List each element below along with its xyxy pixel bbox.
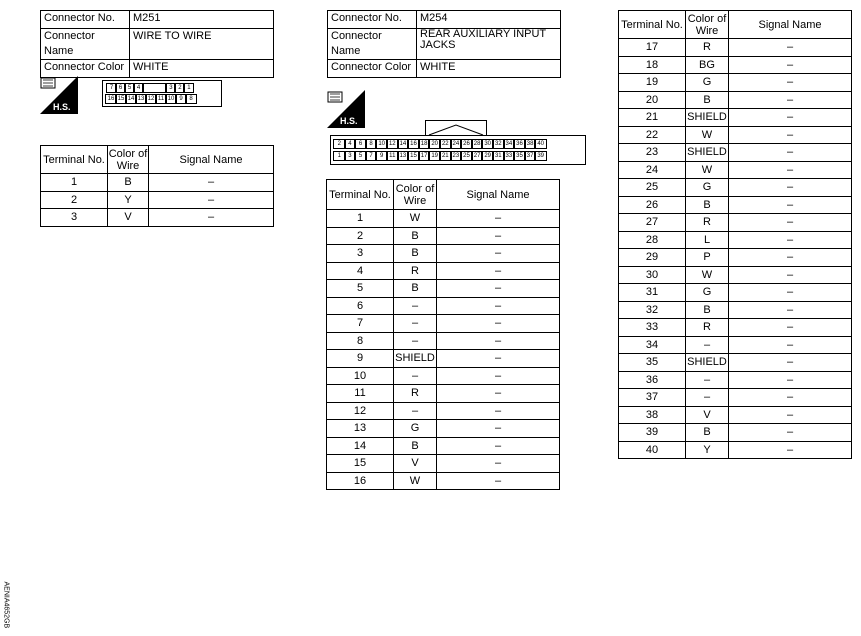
header-color-of-wire: Color of Wire — [108, 147, 148, 172]
signal-name-cell: – — [437, 385, 560, 403]
harness-side-icon — [327, 90, 365, 128]
terminal-no-cell: 10 — [327, 367, 394, 385]
pin-cell: 31 — [492, 151, 505, 161]
header-color-of-wire: Color of Wire — [394, 180, 437, 210]
pin-cell: 18 — [418, 139, 431, 149]
wire-color-cell: B — [686, 91, 729, 109]
signal-name-cell: – — [437, 455, 560, 473]
table-row — [619, 284, 852, 302]
connector-color-row — [328, 60, 561, 78]
wire-color-cell: R — [394, 385, 437, 403]
info-label: Connector No. — [328, 11, 417, 29]
wire-color-cell: B — [394, 245, 437, 263]
table-row — [619, 441, 852, 459]
info-value: M251 — [130, 11, 274, 29]
pin-cell: 17 — [418, 151, 431, 161]
pin-cell: 33 — [503, 151, 516, 161]
terminal-no-cell: 38 — [619, 406, 686, 424]
table-row — [619, 39, 852, 57]
wire-color-cell: BG — [686, 56, 729, 74]
header-signal-name: Signal Name — [729, 11, 852, 39]
signal-name-cell: – — [729, 406, 852, 424]
table-row — [619, 161, 852, 179]
table-row — [327, 350, 560, 368]
signal-name-cell: – — [437, 472, 560, 490]
info-label: Connector Name — [328, 29, 417, 60]
terminal-no-cell: 16 — [327, 472, 394, 490]
connector2-terminal-table — [326, 179, 560, 490]
wire-color-cell: – — [686, 336, 729, 354]
terminal-no-cell: 30 — [619, 266, 686, 284]
signal-name-cell: – — [437, 262, 560, 280]
terminal-no-cell: 19 — [619, 74, 686, 92]
header-terminal-no: Terminal No. — [619, 11, 686, 39]
wire-color-cell: – — [394, 315, 437, 333]
wire-color-cell: R — [686, 39, 729, 57]
wire-color-cell: B — [394, 280, 437, 298]
table-row — [327, 437, 560, 455]
terminal-no-cell: 24 — [619, 161, 686, 179]
wire-color-cell: R — [394, 262, 437, 280]
signal-name-cell: – — [729, 284, 852, 302]
pin-cell: 4 — [344, 139, 357, 149]
terminal-no-cell: 26 — [619, 196, 686, 214]
pin-cell: 10 — [165, 94, 177, 104]
table-row — [619, 249, 852, 267]
terminal-no-cell: 27 — [619, 214, 686, 232]
connector-no-row — [328, 11, 561, 29]
signal-name-cell: – — [729, 109, 852, 127]
pin-cell: 2 — [174, 83, 185, 93]
connector2-pin-face — [330, 135, 586, 165]
terminal-no-cell: 8 — [327, 332, 394, 350]
connector-color-row — [41, 60, 274, 78]
pin-cell: 6 — [354, 139, 367, 149]
pin-cell: 8 — [185, 94, 197, 104]
table-row — [327, 245, 560, 263]
wire-color-cell: – — [394, 332, 437, 350]
signal-name-cell: – — [437, 437, 560, 455]
header-color-of-wire: Color of Wire — [686, 11, 729, 39]
signal-name-cell: – — [437, 420, 560, 438]
table-row — [327, 455, 560, 473]
connector1-pin-face — [102, 80, 222, 107]
wire-color-cell: W — [686, 126, 729, 144]
wire-color-cell: SHIELD — [686, 144, 729, 162]
signal-name-cell: – — [437, 227, 560, 245]
signal-name-cell: – — [149, 191, 274, 209]
table-row — [619, 126, 852, 144]
connector-latch — [425, 120, 487, 136]
pin-cell: 25 — [460, 151, 473, 161]
terminal-no-cell: 23 — [619, 144, 686, 162]
wire-color-cell: – — [686, 389, 729, 407]
signal-name-cell: – — [437, 245, 560, 263]
table-row — [41, 174, 274, 192]
wire-color-cell: R — [686, 214, 729, 232]
pin-cell: 1 — [333, 151, 346, 161]
signal-name-cell: – — [729, 249, 852, 267]
signal-name-cell: – — [729, 301, 852, 319]
signal-name-cell: – — [437, 315, 560, 333]
wire-color-cell: – — [394, 367, 437, 385]
wire-color-cell: W — [394, 472, 437, 490]
signal-name-cell: – — [149, 174, 274, 192]
terminal-no-cell: 17 — [619, 39, 686, 57]
table-row — [619, 56, 852, 74]
signal-name-cell: – — [437, 332, 560, 350]
info-value: WHITE — [417, 60, 561, 78]
pin-cell: 35 — [513, 151, 526, 161]
header-terminal-no: Terminal No. — [327, 180, 394, 210]
table-row — [327, 367, 560, 385]
terminal-no-cell: 21 — [619, 109, 686, 127]
signal-name-cell: – — [437, 402, 560, 420]
pin-cell: 3 — [165, 83, 176, 93]
pin-cell: 27 — [471, 151, 484, 161]
terminal-no-cell: 3 — [41, 209, 108, 227]
signal-name-cell: – — [437, 210, 560, 228]
table-row — [619, 266, 852, 284]
terminal-no-cell: 15 — [327, 455, 394, 473]
pin-cell: 32 — [492, 139, 505, 149]
signal-name-cell: – — [729, 266, 852, 284]
signal-name-cell: – — [729, 74, 852, 92]
wire-color-cell: Y — [108, 191, 149, 209]
info-label: Connector Color — [328, 60, 417, 78]
pin-cell: 21 — [439, 151, 452, 161]
pin-cell: 19 — [428, 151, 441, 161]
pin-cell: 10 — [375, 139, 388, 149]
terminal-no-cell: 4 — [327, 262, 394, 280]
terminal-no-cell: 35 — [619, 354, 686, 372]
table-row — [619, 389, 852, 407]
wire-color-cell: – — [686, 371, 729, 389]
pin-cell: 11 — [386, 151, 399, 161]
wire-color-cell: R — [686, 319, 729, 337]
pin-cell: 22 — [439, 139, 452, 149]
signal-name-cell: – — [729, 196, 852, 214]
wire-color-cell: B — [686, 301, 729, 319]
signal-name-cell: – — [729, 144, 852, 162]
info-value: WHITE — [130, 60, 274, 78]
wire-color-cell: W — [686, 266, 729, 284]
table-row — [327, 420, 560, 438]
pin-blank — [142, 83, 167, 93]
terminal-no-cell: 28 — [619, 231, 686, 249]
wire-color-cell: – — [394, 297, 437, 315]
pin-cell: 36 — [513, 139, 526, 149]
wire-color-cell: V — [686, 406, 729, 424]
table-row — [327, 402, 560, 420]
wire-color-cell: G — [394, 420, 437, 438]
table-row — [41, 191, 274, 209]
table-row — [619, 424, 852, 442]
wire-color-cell: G — [686, 179, 729, 197]
terminal-no-cell: 25 — [619, 179, 686, 197]
terminal-no-cell: 22 — [619, 126, 686, 144]
wire-color-cell: W — [394, 210, 437, 228]
terminal-no-cell: 20 — [619, 91, 686, 109]
wire-color-cell: SHIELD — [686, 109, 729, 127]
harness-side-icon — [40, 76, 78, 114]
table-row — [327, 227, 560, 245]
header-signal-name: Signal Name — [149, 146, 274, 174]
terminal-no-cell: 39 — [619, 424, 686, 442]
signal-name-cell: – — [729, 56, 852, 74]
pin-cell: 7 — [365, 151, 378, 161]
table-row — [327, 385, 560, 403]
table-row — [327, 262, 560, 280]
wire-color-cell: B — [394, 227, 437, 245]
terminal-no-cell: 32 — [619, 301, 686, 319]
terminal-no-cell: 34 — [619, 336, 686, 354]
wire-color-cell: G — [686, 284, 729, 302]
pin-cell: 12 — [145, 94, 157, 104]
signal-name-cell: – — [729, 424, 852, 442]
table-row — [327, 210, 560, 228]
pin-cell: 13 — [397, 151, 410, 161]
terminal-no-cell: 33 — [619, 319, 686, 337]
wire-color-cell: B — [686, 424, 729, 442]
table-row — [327, 472, 560, 490]
table-row — [619, 144, 852, 162]
signal-name-cell: – — [729, 231, 852, 249]
signal-name-cell: – — [437, 280, 560, 298]
terminal-no-cell: 1 — [41, 174, 108, 192]
pin-cell: 15 — [407, 151, 420, 161]
pin-cell: 5 — [124, 83, 135, 93]
pin-cell: 16 — [105, 94, 117, 104]
signal-name-cell: – — [729, 371, 852, 389]
signal-name-cell: – — [729, 126, 852, 144]
pin-cell: 2 — [333, 139, 346, 149]
table-row — [619, 179, 852, 197]
terminal-no-cell: 12 — [327, 402, 394, 420]
signal-name-cell: – — [729, 441, 852, 459]
pin-cell: 1 — [183, 83, 194, 93]
info-label: Connector No. — [41, 11, 130, 29]
wire-color-cell: V — [394, 455, 437, 473]
pin-cell: 8 — [365, 139, 378, 149]
connector2-terminal-table-continued — [618, 10, 852, 459]
hs-label: H.S. — [340, 116, 358, 126]
signal-name-cell: – — [729, 214, 852, 232]
pin-cell: 24 — [450, 139, 463, 149]
wire-color-cell: SHIELD — [686, 354, 729, 372]
terminal-no-cell: 11 — [327, 385, 394, 403]
pin-cell: 16 — [407, 139, 420, 149]
wire-color-cell: Y — [686, 441, 729, 459]
pin-cell: 30 — [481, 139, 494, 149]
terminal-no-cell: 14 — [327, 437, 394, 455]
terminal-no-cell: 5 — [327, 280, 394, 298]
signal-name-cell: – — [729, 389, 852, 407]
connector2-info-table — [327, 10, 561, 78]
terminal-no-cell: 7 — [327, 315, 394, 333]
terminal-no-cell: 6 — [327, 297, 394, 315]
header-terminal-no: Terminal No. — [41, 146, 108, 174]
table-row — [41, 209, 274, 227]
table-row — [619, 91, 852, 109]
table-row — [619, 319, 852, 337]
table-row — [619, 371, 852, 389]
terminal-no-cell: 13 — [327, 420, 394, 438]
terminal-no-cell: 2 — [41, 191, 108, 209]
signal-name-cell: – — [729, 354, 852, 372]
signal-name-cell: – — [729, 161, 852, 179]
signal-name-cell: – — [729, 319, 852, 337]
terminal-no-cell: 29 — [619, 249, 686, 267]
pin-cell: 39 — [534, 151, 547, 161]
connector-no-row — [41, 11, 274, 29]
info-value: REAR AUXILIARY INPUT JACKS — [417, 29, 561, 60]
pin-cell: 14 — [125, 94, 137, 104]
table-row — [327, 280, 560, 298]
pin-cell: 20 — [428, 139, 441, 149]
terminal-no-cell: 37 — [619, 389, 686, 407]
pin-cell: 3 — [344, 151, 357, 161]
terminal-no-cell: 18 — [619, 56, 686, 74]
pin-cell: 11 — [155, 94, 167, 104]
signal-name-cell: – — [437, 297, 560, 315]
table-row — [619, 214, 852, 232]
pin-cell: 40 — [534, 139, 547, 149]
signal-name-cell: – — [729, 336, 852, 354]
table-row — [327, 315, 560, 333]
pin-cell: 5 — [354, 151, 367, 161]
table-row — [619, 354, 852, 372]
connector-name-row — [41, 29, 274, 60]
pin-cell: 29 — [481, 151, 494, 161]
pin-cell: 23 — [450, 151, 463, 161]
wire-color-cell: G — [686, 74, 729, 92]
pin-cell: 7 — [106, 83, 117, 93]
pin-cell: 34 — [503, 139, 516, 149]
wire-color-cell: SHIELD — [394, 350, 437, 368]
pin-cell: 9 — [375, 151, 388, 161]
pin-cell: 4 — [133, 83, 144, 93]
wire-color-cell: B — [108, 174, 149, 192]
info-value: WIRE TO WIRE — [130, 29, 274, 60]
figure-id: AENIA4652GB — [2, 581, 10, 629]
pin-cell: 26 — [460, 139, 473, 149]
info-label: Connector Name — [41, 29, 130, 60]
terminal-no-cell: 31 — [619, 284, 686, 302]
terminal-no-cell: 2 — [327, 227, 394, 245]
pin-cell: 13 — [135, 94, 147, 104]
wire-color-cell: V — [108, 209, 149, 227]
terminal-no-cell: 9 — [327, 350, 394, 368]
pin-cell: 37 — [524, 151, 537, 161]
connector1-terminal-table — [40, 145, 274, 227]
pin-cell: 28 — [471, 139, 484, 149]
header-signal-name: Signal Name — [437, 180, 560, 210]
terminal-no-cell: 3 — [327, 245, 394, 263]
connector1-info-table — [40, 10, 274, 78]
table-row — [619, 301, 852, 319]
pin-cell: 14 — [397, 139, 410, 149]
terminal-no-cell: 36 — [619, 371, 686, 389]
signal-name-cell: – — [729, 91, 852, 109]
pin-cell: 38 — [524, 139, 537, 149]
wire-color-cell: P — [686, 249, 729, 267]
table-row — [619, 406, 852, 424]
pin-cell: 12 — [386, 139, 399, 149]
signal-name-cell: – — [149, 209, 274, 227]
terminal-no-cell: 1 — [327, 210, 394, 228]
pin-cell: 15 — [115, 94, 127, 104]
table-row — [327, 332, 560, 350]
hs-label: H.S. — [53, 102, 71, 112]
table-row — [619, 109, 852, 127]
info-label: Connector Color — [41, 60, 130, 78]
pin-cell: 9 — [175, 94, 187, 104]
terminal-no-cell: 40 — [619, 441, 686, 459]
table-row — [619, 74, 852, 92]
info-value: M254 — [417, 11, 561, 29]
pin-cell: 6 — [115, 83, 126, 93]
signal-name-cell: – — [729, 39, 852, 57]
table-row — [619, 336, 852, 354]
table-row — [619, 231, 852, 249]
signal-name-cell: – — [437, 367, 560, 385]
signal-name-cell: – — [437, 350, 560, 368]
wire-color-cell: W — [686, 161, 729, 179]
connector-name-row — [328, 29, 561, 60]
wire-color-cell: L — [686, 231, 729, 249]
wire-color-cell: B — [394, 437, 437, 455]
wire-color-cell: B — [686, 196, 729, 214]
wire-color-cell: – — [394, 402, 437, 420]
table-row — [327, 297, 560, 315]
signal-name-cell: – — [729, 179, 852, 197]
table-row — [619, 196, 852, 214]
